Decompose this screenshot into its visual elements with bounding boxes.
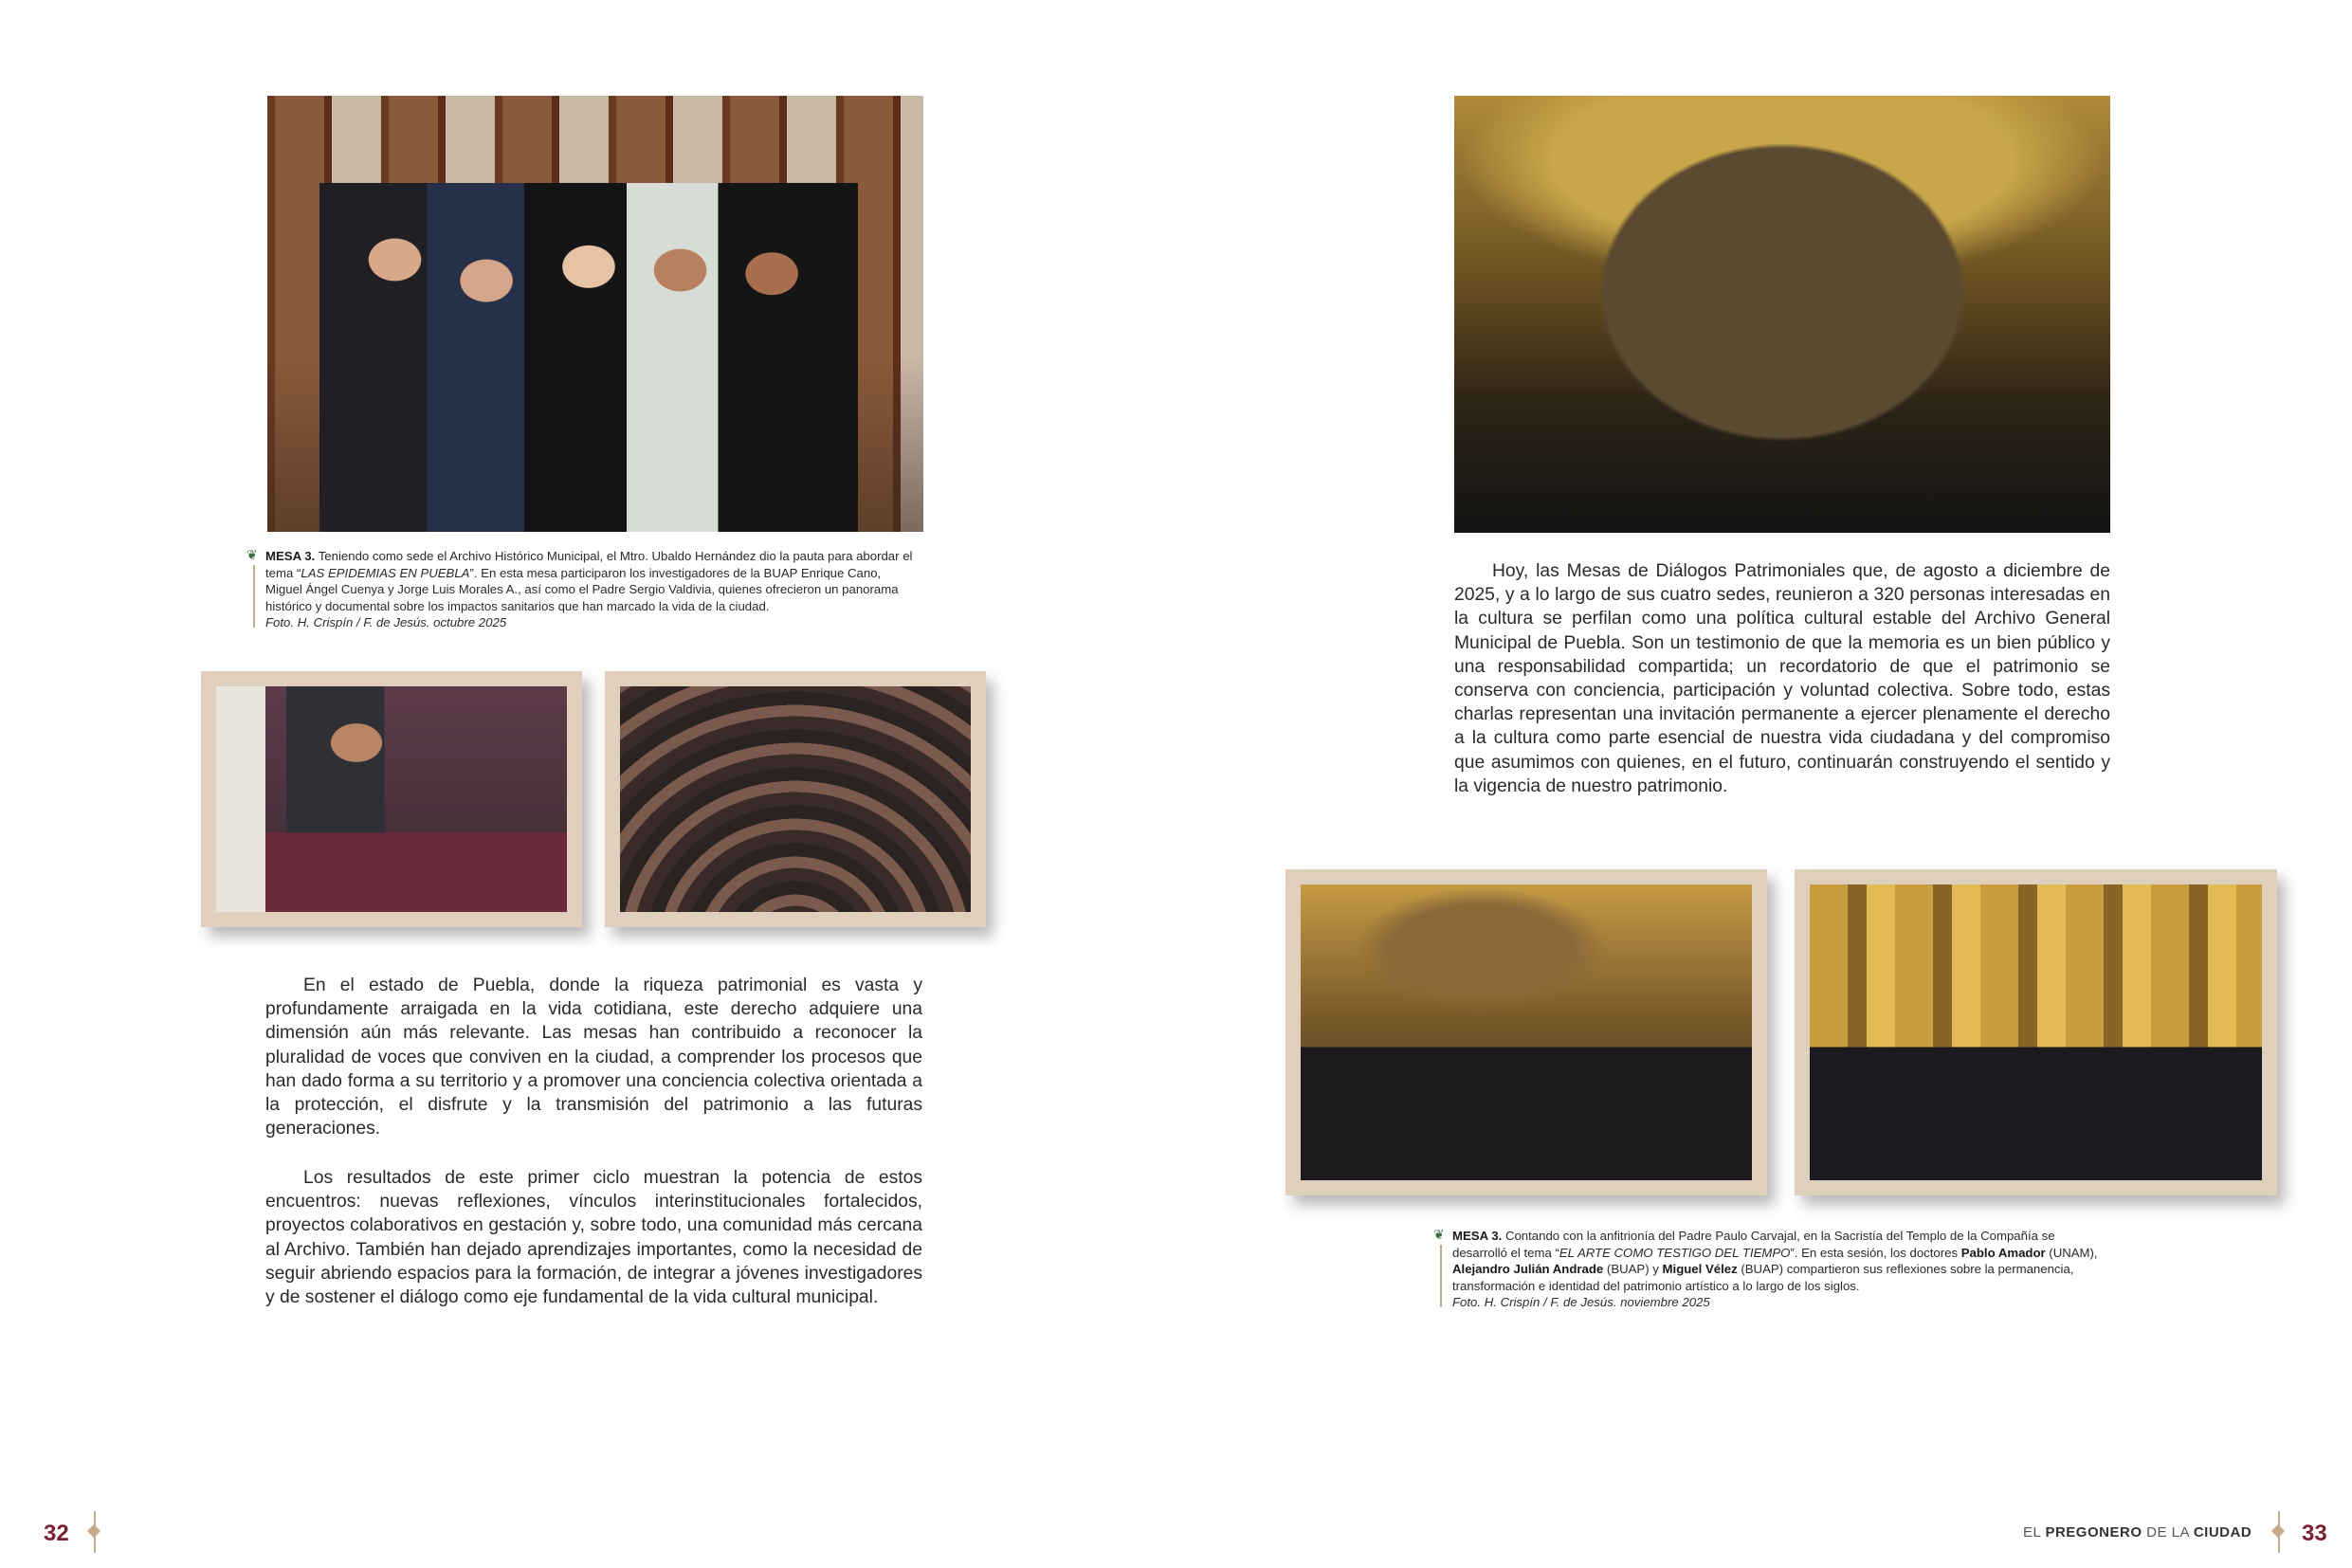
page-number-right: 33: [2302, 1521, 2327, 1546]
photo-credit: Foto. H. Crispín / F. de Jesús. octubre 2025: [265, 615, 507, 629]
diamond-divider-icon: [2277, 1511, 2281, 1553]
photo-sacristy-hall: [1454, 96, 2110, 533]
photo-group-archive: [267, 96, 923, 532]
caption-rule: [1440, 1245, 1442, 1307]
magazine-brand: EL PREGONERO DE LA CIUDAD: [2023, 1524, 2252, 1541]
leaf-ornament-icon: ❦: [246, 547, 258, 562]
photo-credit: Foto. H. Crispín / F. de Jesús. noviembre 2025: [1452, 1295, 1710, 1309]
right-page: [1176, 0, 2352, 1568]
caption-label: MESA 3.: [265, 549, 316, 563]
leaf-ornament-icon: ❦: [1433, 1227, 1445, 1242]
diamond-divider-icon: [93, 1511, 97, 1553]
caption-label: MESA 3.: [1452, 1229, 1503, 1243]
caption-rule: [253, 565, 255, 628]
body-paragraph-1: En el estado de Puebla, donde la riqueza patrimonial es vasta y profundamente arraigada en la vida cotidiana, este derecho adquiere una dimensión aún más relevante. Las mesas han contribuido a reconocer la pluralidad de voces que conviven en la ciudad, a comprender los procesos que han dado forma a su territorio y a promover una conciencia colectiva orientada a la protección, el disfrute y la transmisión del patrimonio a las futuras generaciones.: [265, 975, 922, 1140]
caption-mesa-epidemias: ❦ MESA 3. Teniendo como sede el Archivo Histórico Municipal, el Mtro. Ubaldo Hernández dio la pauta para abordar el tema “LAS EPIDEMIAS EN PUEBLA”. En esta mesa participaron los investigadores de la BUAP Enrique Cano, Miguel Ángel Cuenya y Jorge Luis Morales A., así como el Padre Sergio Valdivia, quienes ofrecieron un panorama histórico y documental sobre los impactos sanitarios que han marcado la vida de la ciudad. Foto. H. Crispín / F. de Jesús. octubre 2025: [246, 547, 913, 629]
caption-mesa-arte: ❦ MESA 3. Contando con la anfitrionía del Padre Paulo Carvajal, en la Sacristía del Templo de la Compañía se desarrolló el tema “EL ARTE COMO TESTIGO DEL TIEMPO”. En esta sesión, los doctores Pablo Amador (UNAM), Alejandro Julián Andrade (BUAP) y Miguel Vélez (BUAP) compartieron sus reflexiones sobre la permanencia, transformación e identidad del patrimonio artístico a lo largo de los siglos. Foto. H. Crispín / F. de Jesús. noviembre 2025: [1433, 1227, 2098, 1309]
framed-photo-speaker: [201, 671, 582, 927]
framed-photo-audience: [605, 671, 986, 927]
body-paragraph-right: Hoy, las Mesas de Diálogos Patrimoniales que, de agosto a diciembre de 2025, y a lo largo de sus cuatro sedes, reunieron a 320 personas interesadas en la cultura se perfilan como una política cultural estable del Archivo General Municipal de Puebla. Son un testimonio de que la memoria es un bien público y una responsabilidad compartida; un recordatorio de que el patrimonio se conserva con conciencia, participación y voluntad colectiva. Sobre todo, estas charlas representan una invitación permanente a ejercer plenamente el derecho a la cultura como parte esencial de nuestra vida ciudadana y del compromiso que asumimos con quienes, en el futuro, continuarán construyendo el sentido y la vigencia de nuestro patrimonio.: [1454, 561, 2110, 796]
page-number-left: 32: [44, 1521, 69, 1546]
framed-photo-altar: [1795, 869, 2277, 1195]
body-paragraph-2: Los resultados de este primer ciclo muestran la potencia de estos encuentros: nuevas reflexiones, vínculos interinstitucionales fortalecidos, proyectos colaborativos en gestación y, sobre todo, una comunidad más cercana al Archivo. También han dejado aprendizajes importantes, como la necesidad de seguir abriendo espacios para la formación, de integrar a jóvenes investigadores y de sostener el diálogo como eje fundamental de la vida cultural municipal.: [265, 1168, 922, 1308]
framed-photo-hall: [1285, 869, 1767, 1195]
